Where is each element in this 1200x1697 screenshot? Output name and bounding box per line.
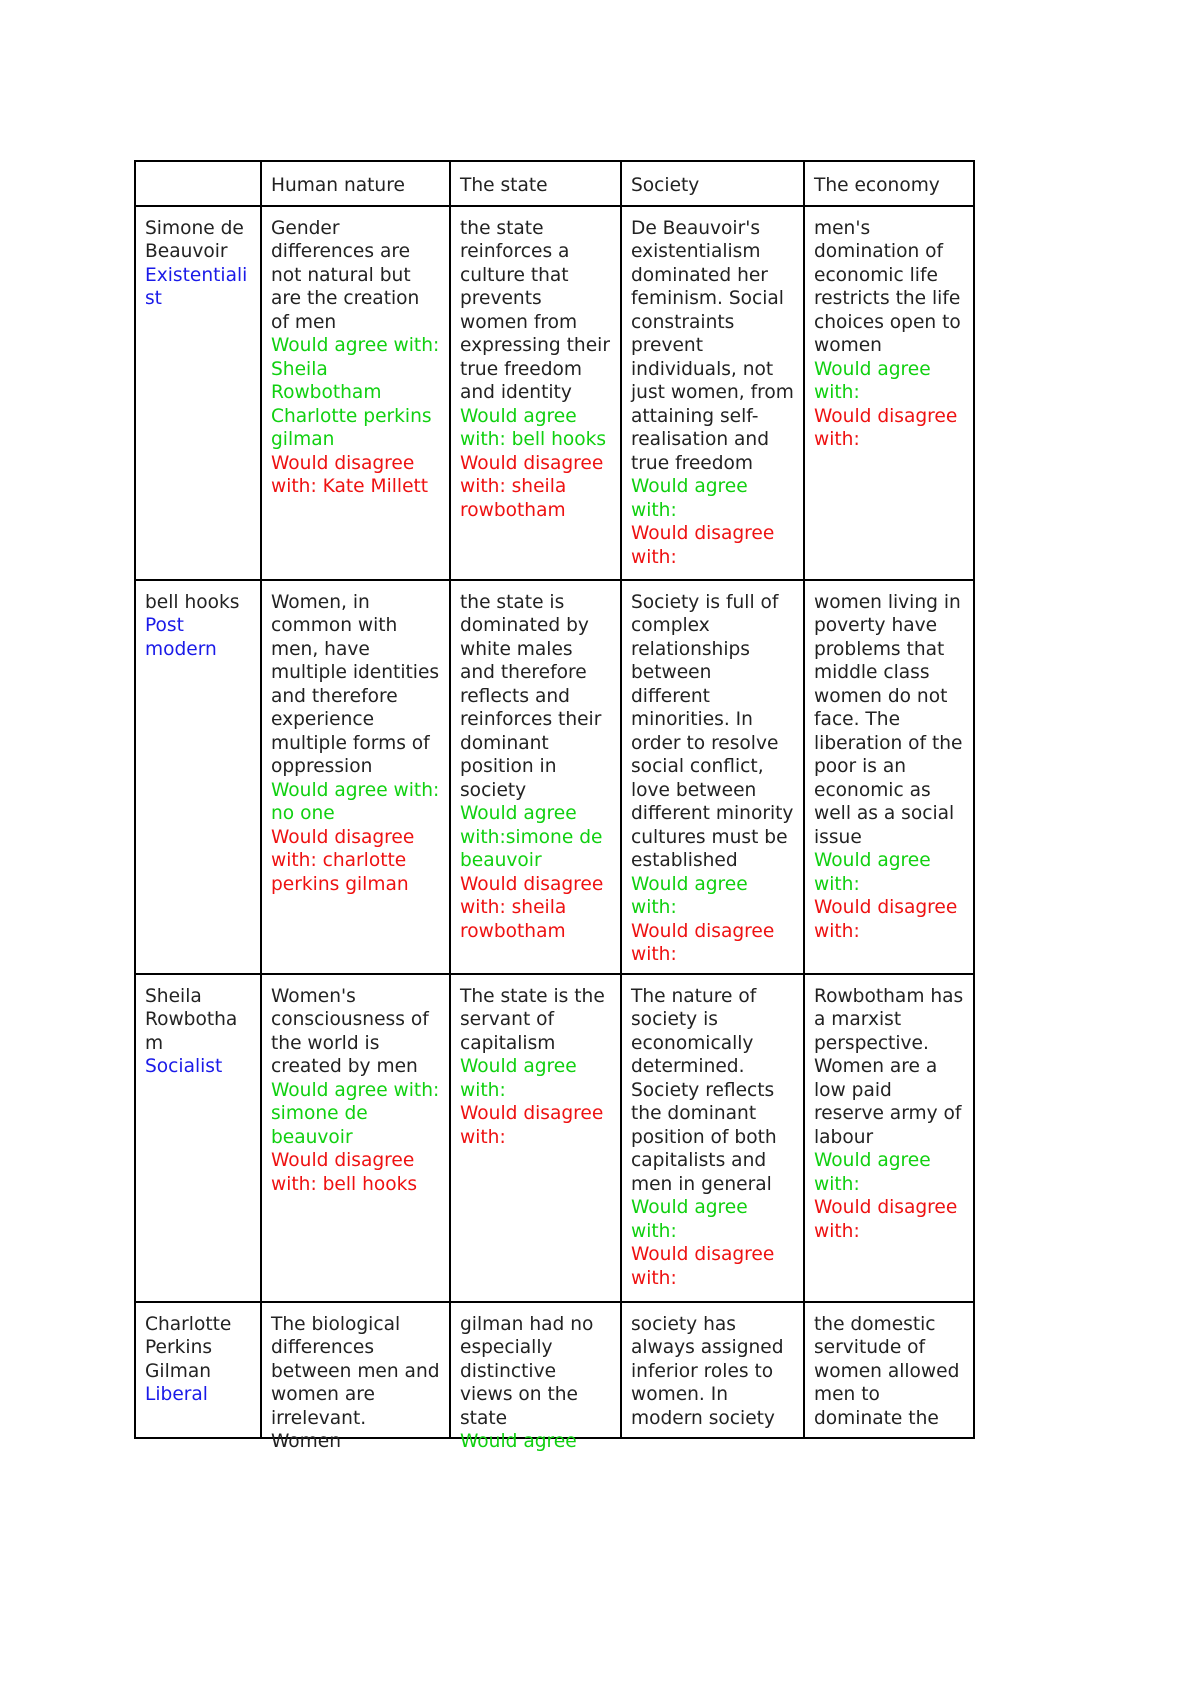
table-header-row <box>135 161 974 206</box>
disagree-text: Would disagree with: Kate Millett <box>271 452 429 497</box>
cell-text: De Beauvoir's existentialism dominated her feminism. Social constraints prevent individuals, not just women, from attaining self-realisation and true freedom <box>631 217 794 474</box>
disagree-text: Would disagree with: <box>814 1197 958 1242</box>
cell-text: Society is full of complex relationships between different minorities. In order to resolve social conflict, love between different minority cultures must be established <box>631 591 794 871</box>
table-row <box>135 1302 974 1438</box>
cell-text: the state reinforces a culture that prevents women from expressing their true freedom and identity <box>460 217 610 403</box>
agree-text: Would agree with: <box>814 358 931 403</box>
cell-text: men's domination of economic life restricts the life choices open to women <box>814 217 961 356</box>
ideology-label: Post modern <box>145 615 217 660</box>
cell-text: Gender differences are not natural but are the creation of men <box>271 217 420 333</box>
thinker-cell <box>135 580 261 974</box>
agree-text: Would agree with: <box>814 1150 931 1195</box>
cell-text: society has always assigned inferior roles to women. In modern society <box>631 1313 784 1429</box>
economy-cell <box>804 1302 974 1438</box>
disagree-text: Would disagree with: <box>631 920 775 965</box>
economy-cell <box>804 974 974 1302</box>
ideology-label: Existentialist <box>145 264 248 309</box>
agree-text: Would agree with: bell hooks <box>460 405 607 450</box>
human-nature-cell <box>261 580 450 974</box>
disagree-text: Would disagree with: <box>631 523 775 568</box>
agree-text: Would agree with:simone de beauvoir <box>460 803 603 871</box>
cell-text: Rowbotham has a marxist perspective. Women are a low paid reserve army of labour <box>814 985 964 1148</box>
cell-text: Women's consciousness of the world is created by men <box>271 985 429 1077</box>
cell-text: The state is the servant of capitalism <box>460 985 605 1054</box>
disagree-text: Would disagree with: sheila rowbotham <box>460 873 604 942</box>
state-cell <box>450 974 621 1302</box>
society-cell <box>621 1302 804 1438</box>
agree-text: Would agree with: <box>814 850 931 895</box>
agree-text: Would agree with: no one <box>271 779 440 824</box>
agree-text: Would agree with: <box>631 873 748 918</box>
agree-text: Would agree with: <box>460 1056 577 1101</box>
table-row <box>135 206 974 580</box>
header-society: Society <box>621 161 804 206</box>
agree-text: Would agree with: simone de beauvoir <box>271 1079 440 1148</box>
disagree-text: Would disagree with: charlotte perkins gilman <box>271 826 415 895</box>
agree-text: Would agree with: <box>631 476 748 521</box>
cell-text: the domestic servitude of women allowed men to dominate the <box>814 1313 960 1429</box>
agree-text: Would agree with: Sheila Rowbotham Charlotte perkins gilman <box>271 335 440 450</box>
thinker-name: bell hooks <box>145 591 240 613</box>
header-the-economy: The economy <box>804 161 974 206</box>
disagree-text: Would disagree with: bell hooks <box>271 1150 418 1195</box>
thinker-name: Charlotte Perkins Gilman <box>145 1313 232 1382</box>
thinker-cell <box>135 1302 261 1438</box>
human-nature-cell <box>261 206 450 580</box>
header-the-state: The state <box>450 161 621 206</box>
cell-text: Women, in common with men, have multiple identities and therefore experience multiple forms of oppression <box>271 591 440 777</box>
table-row <box>135 580 974 974</box>
agree-text: Would agree with: <box>631 1197 748 1242</box>
table-row <box>135 974 974 1302</box>
economy-cell <box>804 580 974 974</box>
state-cell <box>450 206 621 580</box>
state-cell <box>450 1302 621 1452</box>
thinker-name: Sheila Rowbotham <box>145 985 238 1054</box>
disagree-text: Would disagree with: sheila rowbotham <box>460 452 604 521</box>
society-cell <box>621 974 804 1302</box>
thinker-name: Simone de Beauvoir <box>145 217 244 262</box>
disagree-text: Would disagree with: <box>814 405 958 450</box>
society-cell <box>621 580 804 974</box>
cell-text: gilman had no especially distinctive views on the state <box>460 1313 594 1429</box>
thinker-cell <box>135 206 261 580</box>
header-cell-empty <box>135 161 261 206</box>
cell-text: the state is dominated by white males and therefore reflects and reinforces their dominant position in society <box>460 591 602 801</box>
disagree-text: Would disagree with: <box>814 897 958 942</box>
society-cell <box>621 206 804 580</box>
thinker-cell <box>135 974 261 1302</box>
cell-text: women living in poverty have problems that middle class women do not face. The liberation of the poor is an economic as well as a social issue <box>814 591 963 848</box>
cell-text: The biological differences between men and women are irrelevant. Women <box>271 1313 440 1452</box>
feminism-comparison-table <box>134 160 975 1452</box>
state-cell <box>450 580 621 974</box>
disagree-text: Would disagree with: <box>631 1244 775 1289</box>
cell-text: The nature of society is economically determined. Society reflects the dominant position of both capitalists and men in general <box>631 985 777 1195</box>
human-nature-cell <box>261 1302 450 1452</box>
ideology-label: Socialist <box>145 1056 223 1077</box>
header-human-nature: Human nature <box>261 161 450 206</box>
economy-cell <box>804 206 974 580</box>
human-nature-cell <box>261 974 450 1302</box>
ideology-label: Liberal <box>145 1384 208 1405</box>
disagree-text: Would disagree with: <box>460 1103 604 1148</box>
agree-text: Would agree <box>460 1431 577 1452</box>
